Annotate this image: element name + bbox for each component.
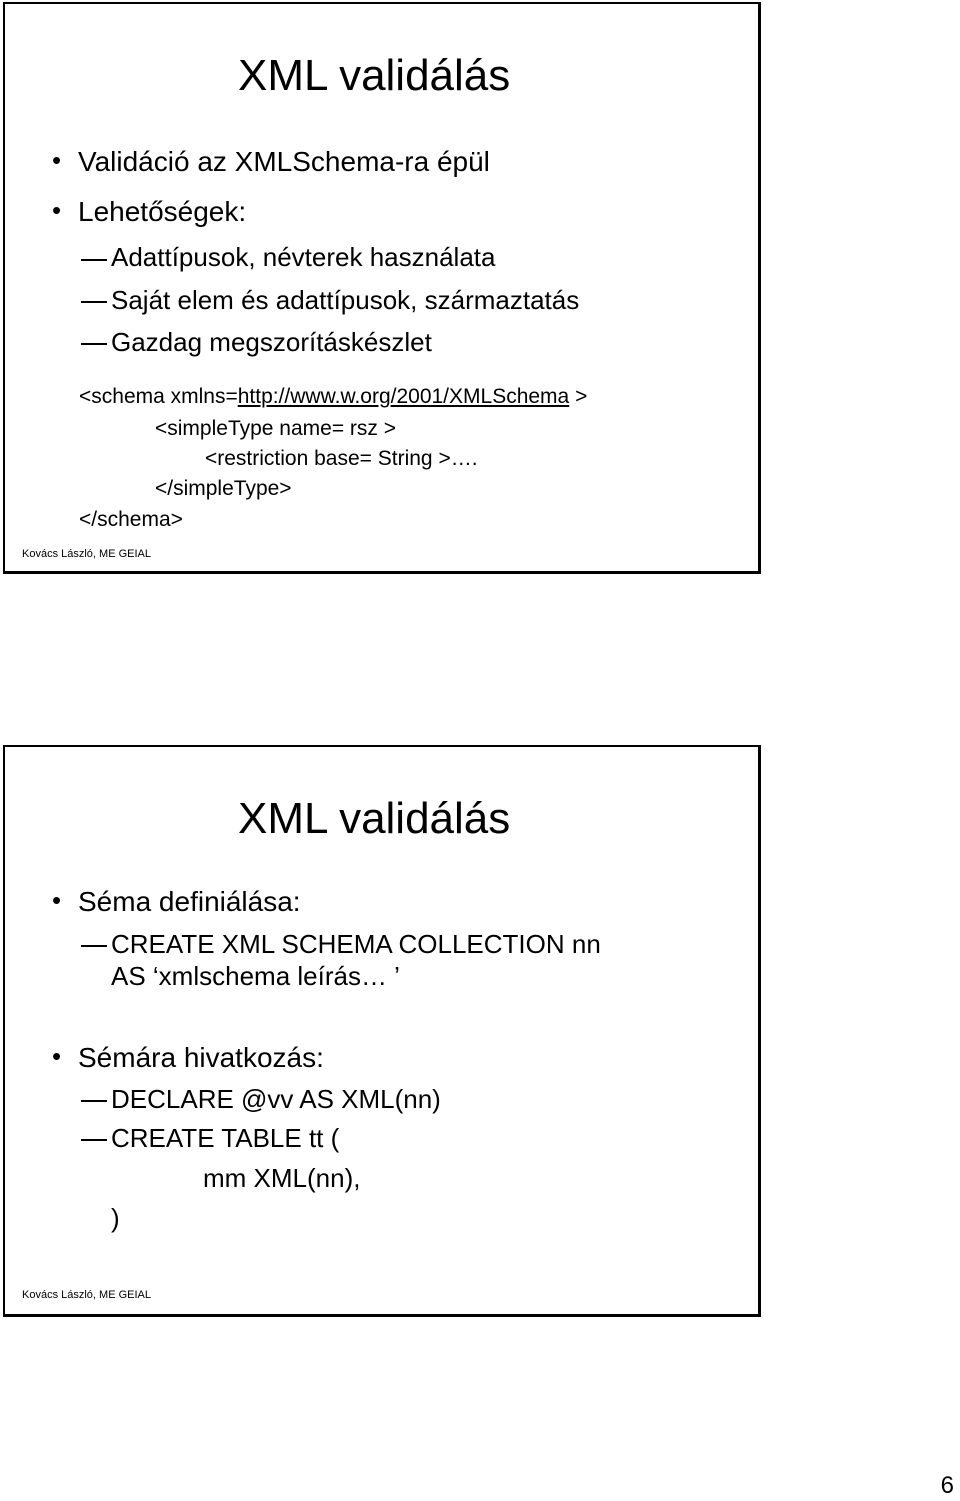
dash-marker: [81, 343, 107, 345]
slide-footer: Kovács László, ME GEIAL: [22, 548, 151, 560]
bullet-item: Lehetőségek:: [78, 196, 247, 227]
schema-url-link[interactable]: http://www.w.org/2001/XMLSchema: [237, 385, 570, 408]
bullet-dot: •: [52, 1041, 62, 1071]
code-line-simpletype-close: </simpleType>: [155, 477, 292, 500]
sub-item: DECLARE @vv AS XML(nn): [111, 1084, 441, 1114]
sub-item-continuation: mm XML(nn),: [203, 1163, 361, 1193]
sub-item: Adattípusok, névterek használata: [111, 242, 496, 272]
sub-item: Gazdag megszorításkészlet: [111, 327, 432, 357]
dash-marker: [81, 301, 107, 303]
code-line-simpletype: <simpleType name= rsz >: [155, 417, 397, 440]
slide-title: XML validálás: [238, 51, 511, 100]
sub-item-continuation: AS ‘xmlschema leírás… ’: [111, 961, 400, 991]
code-text: >: [569, 385, 588, 408]
sub-item: CREATE XML SCHEMA COLLECTION nn: [111, 929, 601, 959]
bullet-item: Sémára hivatkozás:: [78, 1042, 324, 1073]
dash-marker: [81, 1100, 107, 1102]
bullet-dot: •: [52, 195, 62, 225]
code-line-schema: [79, 384, 587, 410]
slide-footer: Kovács László, ME GEIAL: [22, 1289, 151, 1301]
bullet-item: Séma definiálása:: [78, 886, 301, 917]
slide-title: XML validálás: [238, 794, 511, 843]
slide-1: [3, 2, 761, 574]
dash-marker: [81, 259, 107, 261]
dash-marker: [81, 1139, 107, 1141]
code-line-schema-close: </schema>: [79, 508, 183, 531]
bullet-dot: •: [52, 885, 62, 915]
sub-item: Saját elem és adattípusok, származtatás: [111, 285, 580, 315]
sub-item: CREATE TABLE tt (: [111, 1123, 340, 1153]
bullet-item: Validáció az XMLSchema-ra épül: [78, 146, 490, 177]
page-number: 6: [940, 1472, 954, 1499]
code-line-restriction: <restriction base= String >….: [205, 447, 478, 470]
slide-2: [3, 745, 761, 1317]
dash-marker: [81, 945, 107, 947]
code-text: <schema xmlns=: [79, 385, 238, 408]
sub-item-continuation: ): [111, 1203, 120, 1233]
bullet-dot: •: [52, 145, 62, 175]
